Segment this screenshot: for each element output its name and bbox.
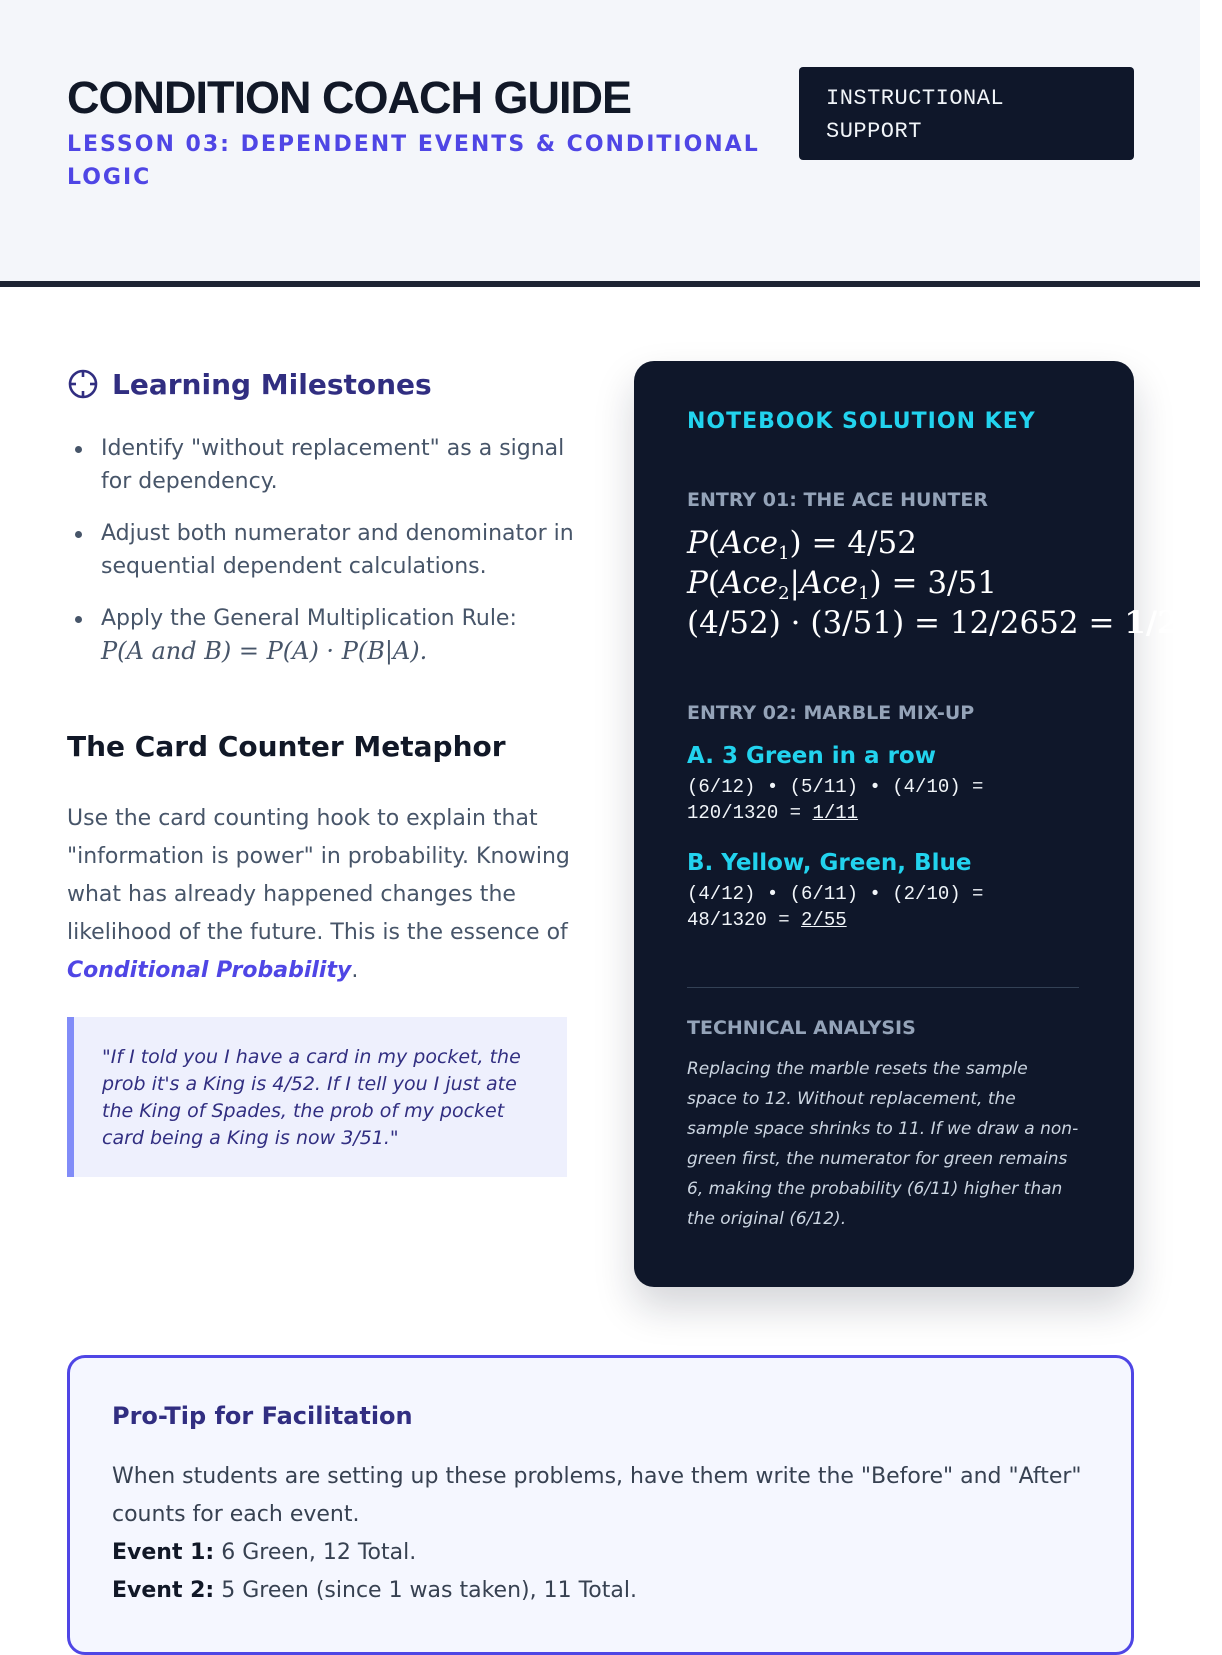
conditional-probability-emphasis: Conditional Probability (67, 958, 352, 983)
ace-equation-2: P(Ace$_2$|Ace$_1$) = 3/51 (687, 565, 997, 604)
entry-01-label: ENTRY 01: THE ACE HUNTER (687, 489, 988, 511)
event-2-label: Event 2: (112, 1578, 215, 1603)
technical-analysis-label: TECHNICAL ANALYSIS (687, 1017, 916, 1039)
milestones-list (67, 432, 577, 688)
lesson-subtitle: LESSON 03: DEPENDENT EVENTS & CONDITIONAL LOGIC (67, 132, 760, 190)
instructional-support-badge: INSTRUCTIONAL SUPPORT (799, 67, 1134, 160)
pro-tip-title: Pro-Tip for Facilitation (112, 1402, 413, 1430)
marble-part-b-work: (4/12) • (6/11) • (2/10) = 48/1320 = 2/55 (687, 883, 984, 931)
target-icon (67, 368, 99, 400)
ace-result: 1/221 (1124, 605, 1222, 641)
page-title: CONDITION COACH GUIDE (67, 72, 631, 123)
technical-analysis-text: Replacing the marble resets the sample space to 12. Without replacement, the sample space shrinks to 11. If we draw a non-green first, the numerator for green remains 6, making the probability (6/11) higher than the original (6/12). (687, 1059, 1079, 1229)
entry-02-label: ENTRY 02: MARBLE MIX-UP (687, 702, 975, 724)
ace-equation-3: (4/52) · (3/51) = 12/2652 = 1/221 (687, 605, 1222, 641)
multiplication-rule-formula: P(A and B) = P(A) · P(B|A). (101, 637, 428, 665)
page-header (0, 0, 1200, 287)
notebook-title: NOTEBOOK SOLUTION KEY (687, 409, 1036, 434)
list-item: Identify "without replacement" as a signal for dependency. (67, 432, 577, 498)
list-item: Adjust both numerator and denominator in sequential dependent calculations. (67, 517, 577, 583)
pro-tip-body: When students are setting up these problems, have them write the "Before" and "After" counts for each event. Event 1: 6 Green, 12 Total. Event 2: 5 Green (since 1 was taken), 11 Total. (112, 1464, 1082, 1603)
card-quote: "If I told you I have a card in my pocket, the prob it's a King is 4/52. If I tell you I just ate the King of Spades, the prob of my pocket card being a King is now 3/51." (67, 1017, 567, 1177)
list-item: Apply the General Multiplication Rule: P(A and B) = P(A) · P(B|A). (67, 602, 577, 669)
ace-equation-1: P(Ace$_1$) = 4/52 (687, 525, 917, 564)
marble-part-b-title: B. Yellow, Green, Blue (687, 850, 972, 876)
metaphor-heading: The Card Counter Metaphor (67, 730, 506, 763)
event-1-label: Event 1: (112, 1540, 215, 1565)
milestones-title: Learning Milestones (112, 367, 432, 401)
notebook-solution-card (634, 361, 1222, 1287)
marble-part-a-answer: 1/11 (812, 802, 859, 824)
marble-part-a-title: A. 3 Green in a row (687, 743, 936, 769)
metaphor-paragraph: Use the card counting hook to explain that "information is power" in probability. Knowing what has already happened changes the likelihood of the future. This is the essence of Conditional Probability. (67, 806, 570, 983)
milestones-heading (67, 364, 432, 404)
divider (687, 987, 1079, 988)
marble-part-b-answer: 2/55 (801, 909, 847, 931)
marble-part-a-work: (6/12) • (5/11) • (4/10) = 120/1320 = 1/11 (687, 776, 984, 824)
pro-tip-box (67, 1355, 1134, 1655)
